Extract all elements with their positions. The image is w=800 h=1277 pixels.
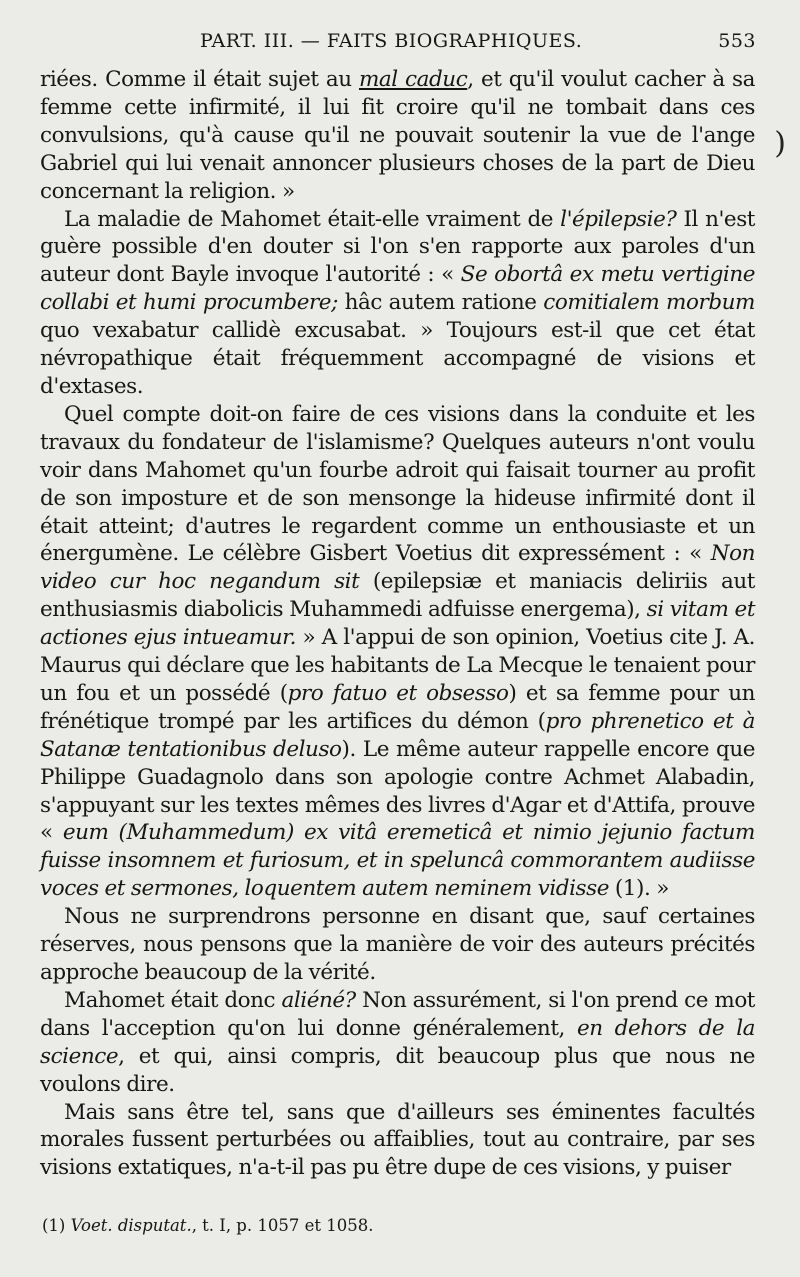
- text-run: (1): [42, 1216, 71, 1235]
- paragraph: [40, 1099, 755, 1183]
- text-run: , et qu'il voulut cacher à sa femme cette infirmité, il lui fit croire qu'il ne tombait dans ces convulsions, qu'à cause qu'il ne pouvait soutenir la vue de l'ange Gabriel qui lui venait annoncer plusieurs choses de la part de Dieu concernant la religion. »: [40, 67, 755, 204]
- italic-phrase: Voet. disputat.: [70, 1216, 192, 1235]
- text-run: » A l'appui de son opinion, Voetius cite J. A. Maurus qui déclare que les habitants de La Mecque le tenaient pour un fou et un possédé (: [40, 625, 755, 706]
- italic-phrase: comitialem morbum: [543, 290, 755, 316]
- text-run: hâc autem ratione: [337, 290, 544, 316]
- italic-phrase: Se obortâ ex metu vertigine collabi et humi procumbere;: [40, 262, 755, 316]
- text-run: , t. I, p. 1057 et 1058.: [191, 1216, 374, 1235]
- margin-pencil-mark: ): [774, 126, 786, 161]
- text-run: La maladie de Mahomet était-elle vraiment de: [64, 206, 561, 232]
- text-run: Quel compte doit-on faire de ces visions dans la conduite et les travaux du fondateur de l'islamisme? Quelques auteurs n'ont voulu voir dans Mahomet qu'un fourbe adroit qui faisait tourner au profit de son imposture et de son mensonge la hideuse infirmité dont il était atteint; d'autres le regardent comme un enthousiaste et un énergumène. Le célèbre Gisbert Voetius dit expressément : «: [40, 401, 755, 567]
- text-run: , et qui, ainsi compris, dit beaucoup plus que nous ne voulons dire.: [40, 1043, 755, 1097]
- italic-phrase: mal caduc: [358, 67, 468, 92]
- paragraph: [40, 66, 755, 206]
- italic-phrase: pro fatuo et obsesso: [287, 680, 509, 706]
- italic-phrase: pro phrenetico et à Satanæ tentationibus deluso: [40, 708, 755, 762]
- text-run: quo vexabatur callidè excusabat. » Toujours est-il que cet état névropathique était fréquemment accompagné de visions et d'extases.: [40, 318, 755, 399]
- text-run: ). Le même auteur rappelle encore que Philippe Guadagnolo dans son apologie contre Achmet Alabadin, s'appuyant sur les textes mêmes des livres d'Agar et d'Attifa, prouve «: [40, 736, 755, 846]
- text-run: (epilepsiæ et maniacis deliriis aut enthusiasmis diabolicis Muhammedi adfuisse energema),: [40, 569, 755, 623]
- paragraph: [40, 987, 755, 1099]
- italic-phrase: eum (Muhammedum) ex vitâ eremeticâ et nimio jejunio factum fuisse insomnem et furiosum, et in speluncâ commorantem audiisse voces et sermones, loquentem autem neminem vidisse: [40, 820, 755, 902]
- paragraph: [40, 903, 755, 987]
- text-run: Mahomet était donc: [64, 987, 282, 1013]
- italic-phrase: si vitam et actiones ejus intueamur.: [40, 597, 756, 651]
- italic-phrase: Non video cur hoc negandum sit: [40, 541, 755, 595]
- paragraph: [40, 206, 755, 401]
- text-run: riées. Comme il était sujet au: [40, 67, 359, 92]
- italic-phrase: l'épilepsie?: [560, 206, 677, 232]
- body-text: [40, 66, 755, 1182]
- page-number: 553: [718, 30, 756, 52]
- text-run: Il n'est guère possible d'en douter si l'on s'en rapporte aux paroles d'un auteur dont Bayle invoque l'autorité : «: [40, 206, 755, 288]
- running-title: PART. III. — FAITS BIOGRAPHIQUES.: [200, 30, 583, 52]
- text-run: Mais sans être tel, sans que d'ailleurs ses éminentes facultés morales fussent perturbées ou affaiblies, tout au contraire, par ses visions extatiques, n'a-t-il pas pu être dupe de ces visions, y puiser: [40, 1099, 755, 1181]
- text-run: Non assurément, si l'on prend ce mot dans l'acception qu'on lui donne généralement,: [40, 987, 755, 1041]
- paragraph: [40, 401, 755, 903]
- text-run: Nous ne surprendrons personne en disant que, sauf certaines réserves, nous pensons que la manière de voir des auteurs précités approche beaucoup de la vérité.: [40, 904, 755, 985]
- italic-phrase: en dehors de la science: [40, 1015, 755, 1069]
- text-run: ) et sa femme pour un frénétique trompé par les artifices du démon (: [40, 680, 755, 734]
- running-header: [40, 30, 756, 60]
- footnote: [42, 1216, 373, 1235]
- italic-phrase: aliéné?: [281, 987, 356, 1013]
- text-run: (1). »: [608, 876, 669, 902]
